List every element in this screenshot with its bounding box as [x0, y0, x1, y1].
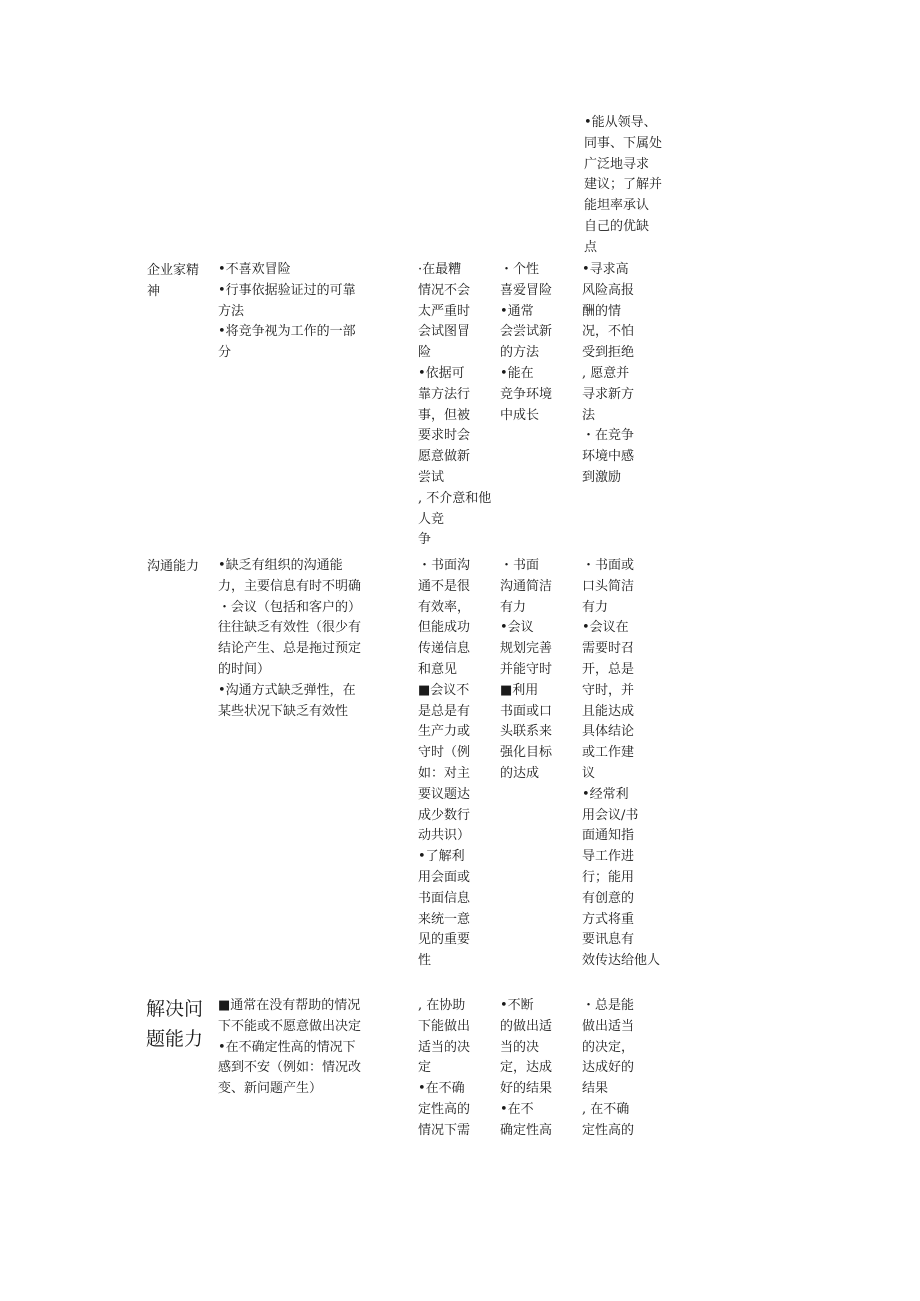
problem-solving-good: •不断 的做出适 当的决 定，达成 好的结果 •在不 确定性高 — [500, 998, 553, 1138]
communication-needs-improvement: •缺乏有组织的沟通能 力，主要信息有时不明确 ・会议（包括和客户的） 往往缺乏有效性（很少有 结论产生、总是拖过预定 的时间） •沟通方式缺乏弹性，在 某些状况下缺乏有效性 — [218, 558, 362, 719]
problem-solving-excellent: ・总是能 做出适当 的决定， 达成好的 结果 , 在不确 定性高的 — [582, 998, 635, 1138]
entrepreneurship-excellent: •寻求高 风险高报 酬的情 况，不怕 受到拒绝 , 愿意并 寻求新方 法 ・在竞争 环境中感 到激励 — [582, 262, 635, 485]
row-label-entrepreneurship: 企业家精 神 — [147, 263, 200, 299]
entrepreneurship-good: ・个性 喜爱冒险 •通常 会尝试新 的方法 •能在 竞争环境 中成长 — [500, 262, 553, 423]
row-label-problem-solving: 解决问 题能力 — [146, 998, 204, 1050]
entrepreneurship-needs-improvement: •不喜欢冒险 •行事依据验证过的可靠 方法 •将竞争视为工作的一部 分 — [218, 262, 356, 361]
problem-solving-meets-expectations: , 在协助 下能做出 适当的决 定 •在不确 定性高的 情况下需 — [418, 998, 471, 1138]
entrepreneurship-meets-expectations: ·在最糟 情况不会 太严重时 会试图冒 险 •依据可 靠方法行 事，但被 要求时会 愿意做新 尝试 , 不介意和他 人竞 争 — [418, 262, 492, 548]
problem-solving-needs-improvement: ■通常在没有帮助的情况 下不能或不愿意做出决定 •在不确定性高的情况下 感到不安（例如：情况改 变、新问题产生） — [218, 998, 362, 1097]
communication-excellent: ・书面或 口头简洁 有力 •会议在 需要时召 开，总是 守时，并 且能达成 具体结论 或工作建 议 •经常利 用会议/书 面通知指 导工作进 行；能用 有创意的 方式将重 要讯息有 效传达给他人 — [582, 558, 661, 969]
communication-meets-expectations: ・书面沟 通不是很 有效率， 但能成功 传递信息 和意见 ■会议不 是总是有 生产力或 守时（例 如：对主 要议题达 成少数行 动共识） •了解利 用会面或 书面信息 来统一意 见的重要 性 — [418, 558, 471, 969]
self-awareness-excellent: •能从领导、 同事、下属处 广泛地寻求 建议；了解并 能坦率承认 自己的优缺 点 — [584, 115, 663, 255]
row-label-communication: 沟通能力 — [147, 559, 200, 574]
communication-good: ・书面 沟通简洁 有力 •会议 规划完善 并能守时 ■利用 书面或口 头联系来 强化目标 的达成 — [500, 558, 553, 781]
